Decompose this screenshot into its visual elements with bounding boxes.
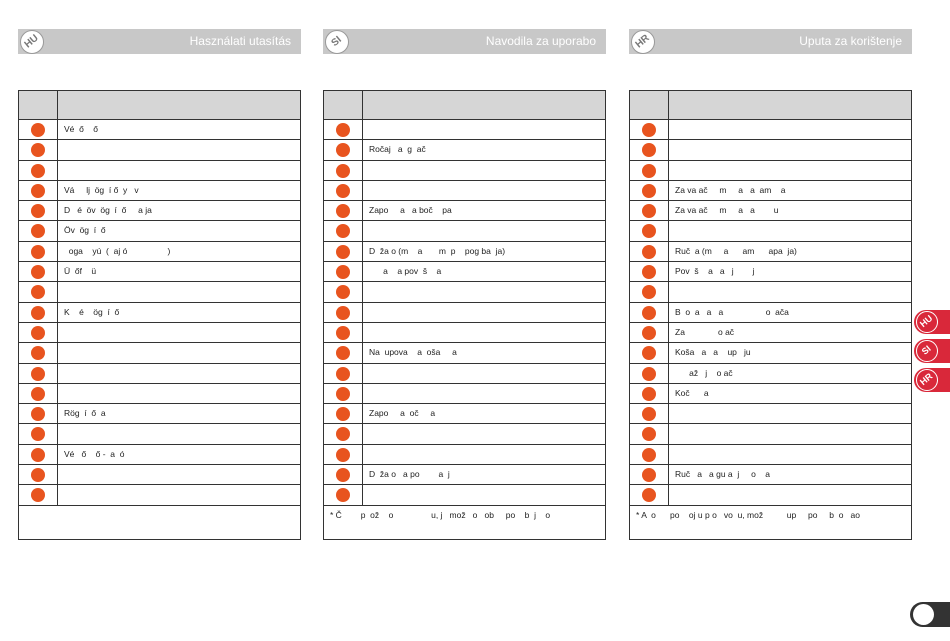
table-row [630, 465, 911, 485]
orange-circle-icon [642, 184, 656, 198]
table-footnote: * Č p ož o u, j mož o ob po b j o [330, 509, 551, 520]
orange-circle-icon [31, 488, 45, 502]
orange-circle-icon [336, 285, 350, 299]
table-row [19, 485, 300, 505]
row-label: Ruč a a gu a j o a [675, 469, 770, 480]
side-tab-hr[interactable]: HR [914, 368, 950, 392]
table-header [324, 91, 605, 120]
orange-circle-icon [31, 306, 45, 320]
row-label: D ža o a po a j [369, 469, 450, 480]
orange-circle-icon [31, 285, 45, 299]
orange-circle-icon [642, 164, 656, 178]
table-row [630, 303, 911, 323]
orange-circle-icon [336, 427, 350, 441]
parts-table [323, 90, 606, 540]
orange-circle-icon [336, 407, 350, 421]
row-label: Ruč a (m a am apa ja) [675, 245, 797, 256]
table-row [324, 161, 605, 181]
table-row [324, 181, 605, 201]
parts-table [18, 90, 301, 540]
table-row [324, 404, 605, 424]
orange-circle-icon [336, 164, 350, 178]
row-label: Vé ő ő [64, 124, 99, 134]
orange-circle-icon [336, 184, 350, 198]
language-code: HU [22, 32, 41, 51]
orange-circle-icon [336, 326, 350, 340]
table-row [19, 343, 300, 363]
table-row [324, 445, 605, 465]
orange-circle-icon [336, 448, 350, 462]
orange-circle-icon [642, 143, 656, 157]
table-row [630, 323, 911, 343]
row-label: K é ög í ő [64, 306, 120, 317]
section-title: Navodila za uporabo [485, 34, 596, 48]
table-row [630, 282, 911, 302]
table-row [324, 242, 605, 262]
table-row [324, 323, 605, 343]
table-row [630, 242, 911, 262]
table-row [324, 343, 605, 363]
table-row [19, 120, 300, 140]
page-marker-icon [910, 602, 950, 627]
table-row [19, 303, 300, 323]
table-row [19, 242, 300, 262]
section-header [629, 29, 912, 54]
section-header [18, 29, 301, 54]
orange-circle-icon [336, 346, 350, 360]
orange-circle-icon [31, 367, 45, 381]
table-header [630, 91, 911, 120]
table-row [630, 424, 911, 444]
table-header [19, 91, 300, 120]
table-row [19, 445, 300, 465]
orange-circle-icon [31, 468, 45, 482]
orange-circle-icon [642, 448, 656, 462]
orange-circle-icon [31, 204, 45, 218]
row-label: Ü őf ü [64, 266, 97, 277]
orange-circle-icon [31, 387, 45, 401]
orange-circle-icon [642, 488, 656, 502]
table-footnote: * A o po oj u p o vo u, mož up po b o ao [636, 509, 860, 520]
language-badge-icon [20, 30, 44, 54]
table-row [19, 282, 300, 302]
table-row [19, 181, 300, 201]
section-header [323, 29, 606, 54]
orange-circle-icon [642, 224, 656, 238]
table-row [630, 485, 911, 505]
table-row [324, 303, 605, 323]
orange-circle-icon [642, 367, 656, 381]
orange-circle-icon [31, 224, 45, 238]
orange-circle-icon [31, 184, 45, 198]
orange-circle-icon [336, 468, 350, 482]
row-label: D é öv ög í ő a ja [64, 205, 152, 216]
table-row [630, 221, 911, 241]
parts-table [629, 90, 912, 540]
table-row [630, 262, 911, 282]
section-title: Használati utasítás [189, 34, 291, 48]
orange-circle-icon [31, 427, 45, 441]
orange-circle-icon [642, 387, 656, 401]
orange-circle-icon [31, 265, 45, 279]
orange-circle-icon [336, 224, 350, 238]
orange-circle-icon [336, 488, 350, 502]
row-label: Koč a [675, 387, 709, 398]
language-code: SI [329, 34, 344, 49]
language-badge-icon [325, 30, 349, 54]
table-row [19, 465, 300, 485]
orange-circle-icon [642, 346, 656, 360]
table-row [324, 282, 605, 302]
row-label: D ža o (m a m p pog ba ja) [369, 245, 506, 256]
table-row [630, 445, 911, 465]
row-label: Vá lj ög í ő y v [64, 184, 139, 195]
table-row [19, 140, 300, 160]
side-tab-si[interactable]: SI [914, 339, 950, 363]
table-row [19, 424, 300, 444]
orange-circle-icon [31, 245, 45, 259]
table-row [630, 181, 911, 201]
table-row [19, 384, 300, 404]
table-row [324, 424, 605, 444]
orange-circle-icon [336, 143, 350, 157]
table-row [630, 120, 911, 140]
table-row [19, 161, 300, 181]
orange-circle-icon [31, 448, 45, 462]
orange-circle-icon [642, 468, 656, 482]
table-row [324, 120, 605, 140]
row-label: Öv ög í ő [64, 225, 106, 236]
orange-circle-icon [642, 285, 656, 299]
table-row [324, 485, 605, 505]
table-row [630, 364, 911, 384]
row-label: Na upova a oša a [369, 347, 457, 358]
orange-circle-icon [642, 265, 656, 279]
table-row [324, 465, 605, 485]
table-row [19, 221, 300, 241]
row-label: B o a a a o ača [675, 306, 789, 317]
orange-circle-icon [336, 123, 350, 137]
row-label: Za o ač [675, 326, 735, 337]
row-label: až j o ač [675, 367, 733, 378]
row-label: Koša a a up ju [675, 347, 751, 358]
table-row [324, 262, 605, 282]
orange-circle-icon [336, 245, 350, 259]
row-label: a a pov š a [369, 266, 442, 277]
table-row [630, 161, 911, 181]
table-row [324, 140, 605, 160]
table-row [19, 404, 300, 424]
orange-circle-icon [336, 387, 350, 401]
section-title: Uputa za korištenje [799, 34, 902, 48]
orange-circle-icon [31, 164, 45, 178]
row-label: Vé ő ő - a ó [64, 448, 125, 459]
row-label: Zapo a oč a [369, 408, 436, 419]
orange-circle-icon [31, 326, 45, 340]
table-row [19, 364, 300, 384]
language-badge-icon [631, 30, 655, 54]
table-footnote [19, 506, 300, 539]
orange-circle-icon [642, 245, 656, 259]
table-row [324, 384, 605, 404]
orange-circle-icon [642, 123, 656, 137]
row-label: Ročaj a g ač [369, 144, 426, 155]
orange-circle-icon [642, 306, 656, 320]
table-row [630, 343, 911, 363]
table-row [324, 364, 605, 384]
table-row [19, 323, 300, 343]
orange-circle-icon [336, 265, 350, 279]
side-tab-hu[interactable]: HU [914, 310, 950, 334]
language-code: HR [633, 32, 652, 51]
table-row [324, 201, 605, 221]
orange-circle-icon [642, 326, 656, 340]
orange-circle-icon [336, 204, 350, 218]
table-row [630, 140, 911, 160]
row-label: Pov š a a j j [675, 266, 755, 277]
orange-circle-icon [336, 306, 350, 320]
table-row [630, 201, 911, 221]
table-row [630, 404, 911, 424]
row-label: Rög í ő a [64, 408, 106, 419]
row-label: oga yú ( aj ó ) [64, 245, 171, 256]
orange-circle-icon [31, 407, 45, 421]
orange-circle-icon [336, 367, 350, 381]
table-row [324, 221, 605, 241]
orange-circle-icon [642, 204, 656, 218]
row-label: Za va ač m a a am a [675, 184, 786, 195]
row-label: Zapo a a boč pa [369, 205, 452, 216]
orange-circle-icon [31, 143, 45, 157]
table-row [19, 262, 300, 282]
orange-circle-icon [31, 123, 45, 137]
orange-circle-icon [642, 407, 656, 421]
table-row [19, 201, 300, 221]
row-label: Za va ač m a a u [675, 205, 779, 216]
orange-circle-icon [31, 346, 45, 360]
orange-circle-icon [642, 427, 656, 441]
table-row [630, 384, 911, 404]
